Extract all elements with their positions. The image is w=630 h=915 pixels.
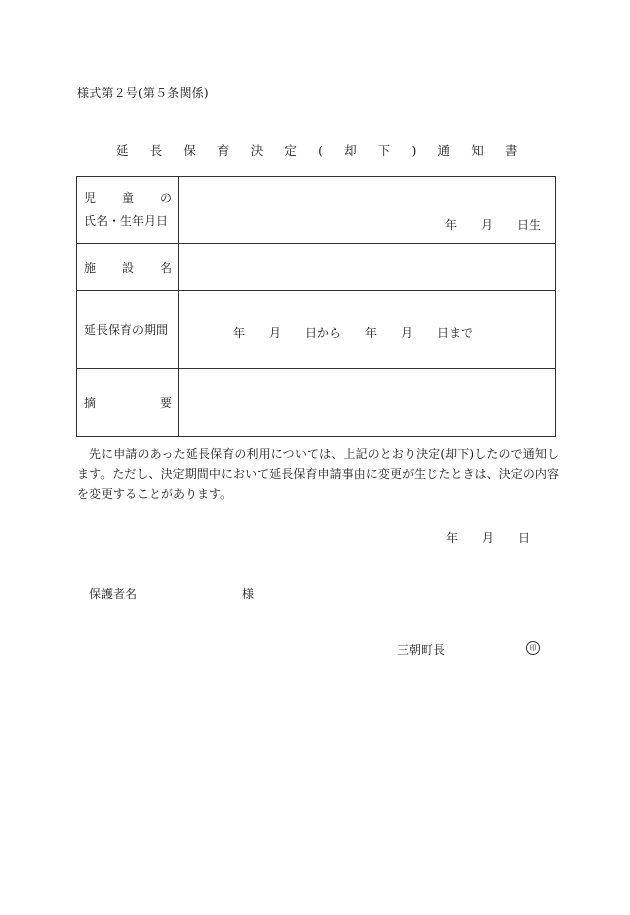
form-number: 様式第２号(第５条関係)	[77, 86, 209, 100]
birth-month: 月	[480, 218, 493, 232]
notice-paragraph: 先に申請のあった延長保育の利用については、上記のとおり決定(却下)したので通知します。ただし、決定期間中において延長保育申請事由に変更が生じたときは、決定の内容を変更することがあります。	[77, 447, 559, 501]
birth-date	[445, 216, 541, 233]
label-char: 摘	[84, 396, 97, 410]
seal-mark-icon: 印	[526, 641, 540, 655]
summary-label	[77, 369, 179, 437]
label-char: 要	[159, 396, 172, 410]
facility-row	[77, 244, 556, 291]
child-name-label	[77, 177, 179, 244]
label-char: 施	[84, 260, 97, 275]
child-row	[77, 177, 556, 244]
summary-row	[77, 369, 556, 437]
document-title: 延 長 保 育 決 定 ( 却 下 ) 通 知 書	[116, 143, 526, 158]
label-char: 設	[121, 260, 134, 275]
child-label-line1	[84, 187, 178, 210]
period-row	[77, 291, 556, 369]
label-char: 童	[121, 191, 134, 205]
child-label-line2: 氏名・生年月日	[84, 214, 169, 228]
label-char: の	[159, 191, 172, 205]
period-text: 年 月 日から 年 月 日まで	[233, 326, 474, 340]
issue-date: 年 月 日	[446, 531, 531, 545]
period-value[interactable]	[179, 291, 556, 369]
notice-form-table	[76, 176, 556, 437]
birth-day: 日生	[516, 218, 541, 232]
issuer-title: 三朝町長	[397, 643, 446, 657]
facility-value[interactable]	[179, 244, 556, 291]
summary-value[interactable]	[179, 369, 556, 437]
birth-year: 年	[444, 218, 457, 232]
period-label: 延長保育の期間	[77, 291, 179, 369]
label-char: 児	[84, 191, 97, 205]
guardian-name-label: 保護者名	[89, 587, 138, 601]
facility-label	[77, 244, 179, 291]
child-name-value[interactable]	[179, 177, 556, 244]
label-char: 名	[159, 260, 172, 275]
honorific: 様	[242, 587, 255, 601]
